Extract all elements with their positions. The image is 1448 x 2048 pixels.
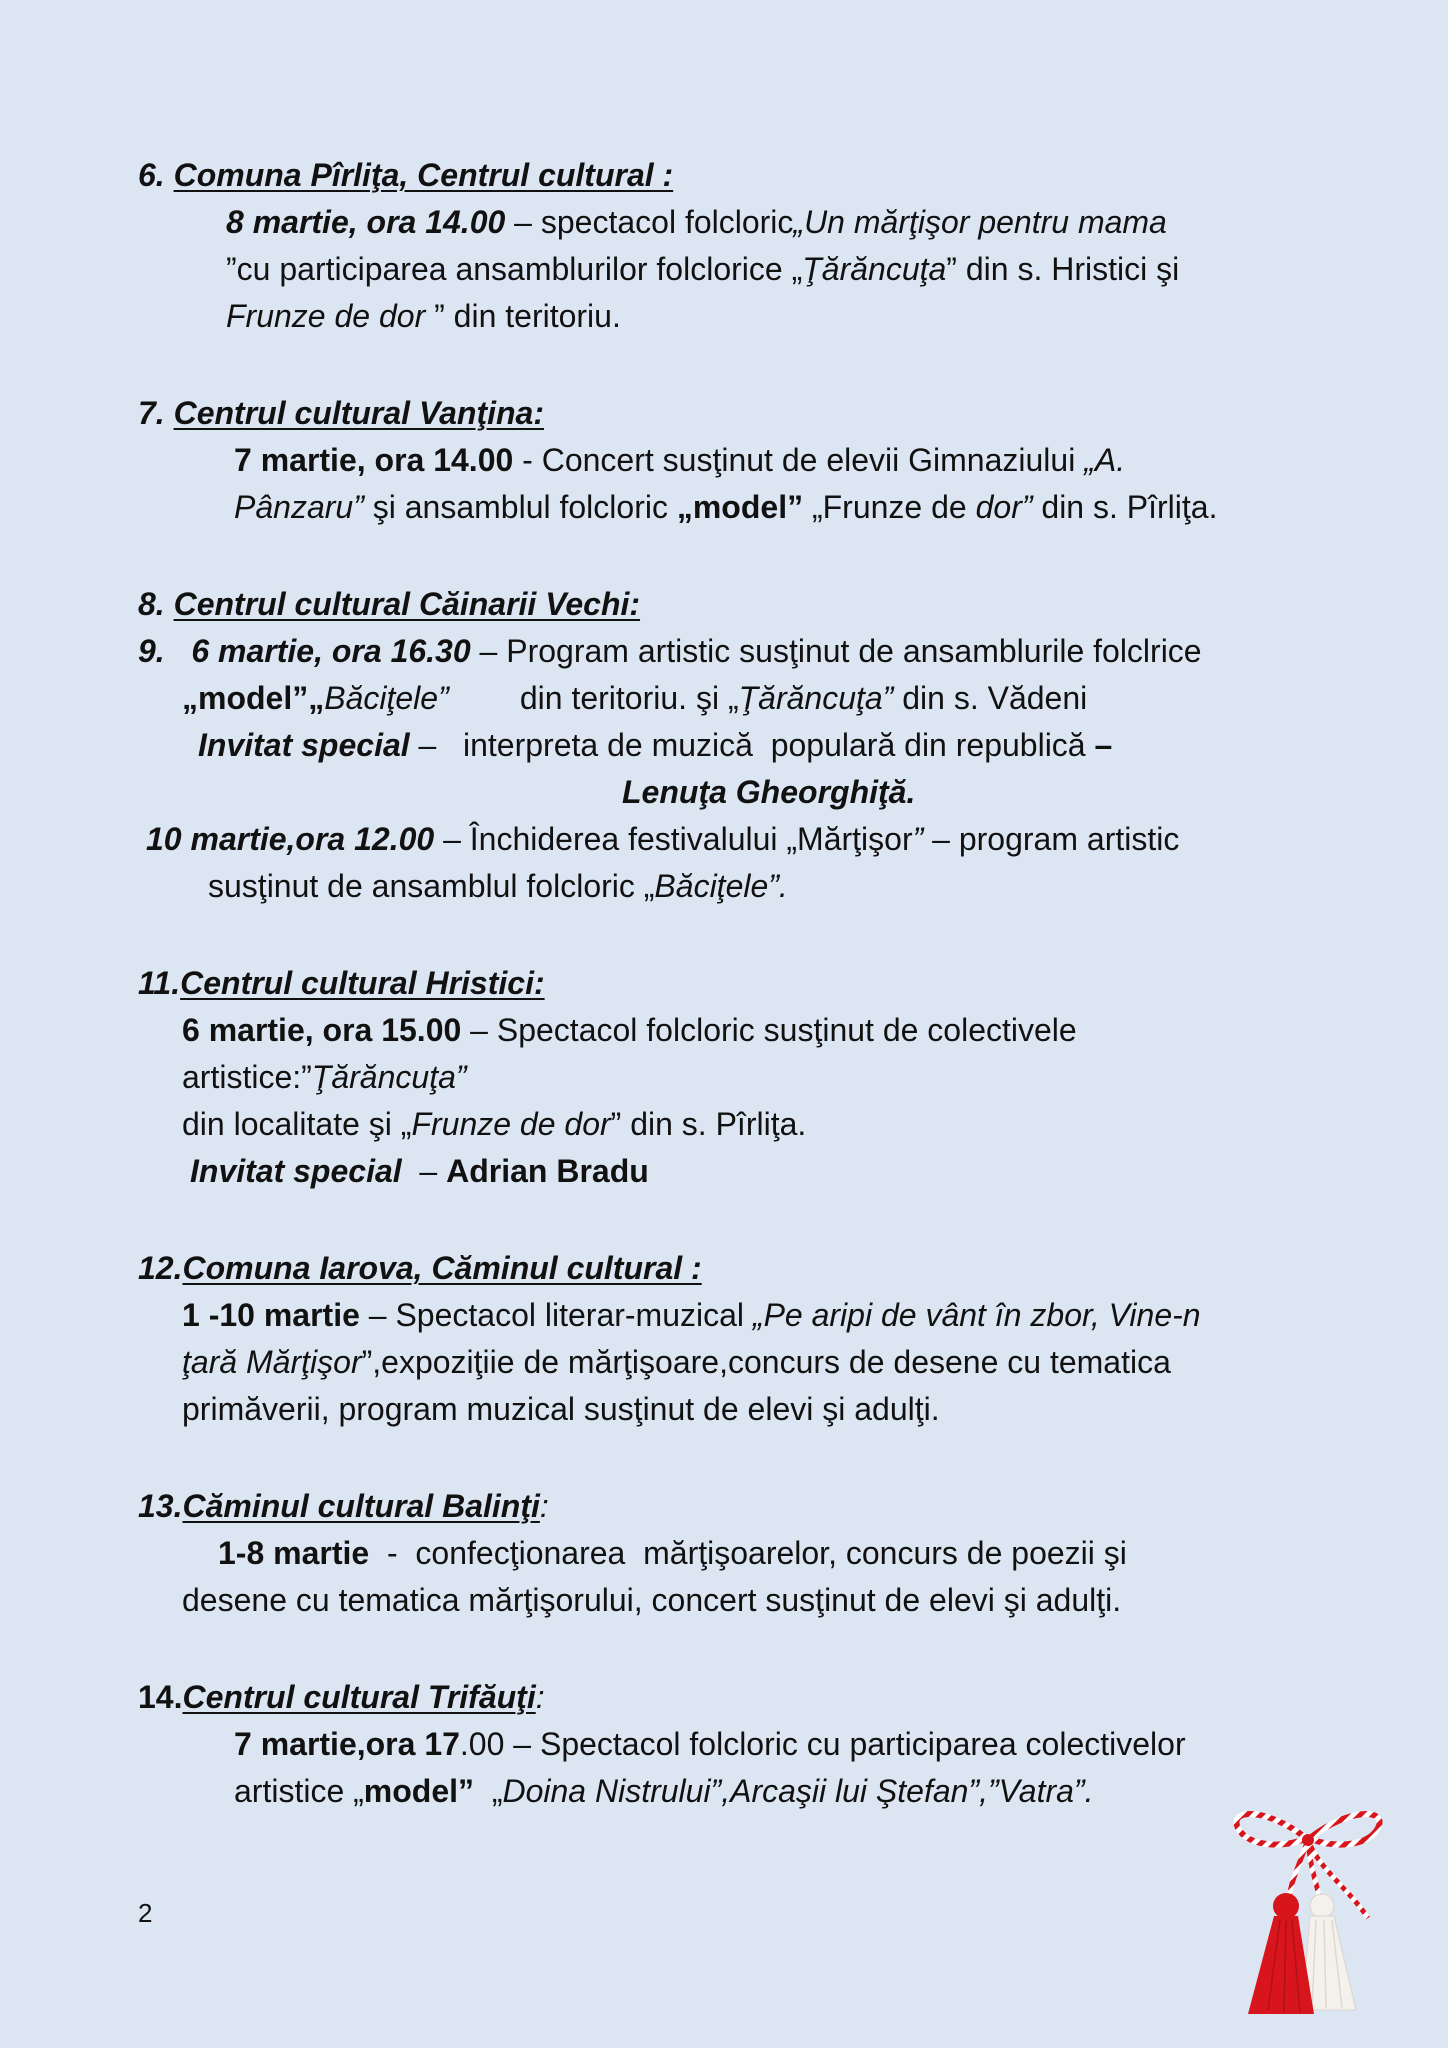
ensemble-name: Ţărăncuţa” <box>311 1059 467 1095</box>
event-date: 7 martie,ora 17 <box>234 1726 460 1762</box>
event-text: ”,expoziţiie de mărţişoare,concurs de desene cu tematica <box>361 1344 1171 1380</box>
event-text: „ <box>474 1773 503 1809</box>
event-date: 6 martie, ora 16.30 <box>191 633 471 669</box>
event-date: 10 martie,ora 12.00 <box>146 821 435 857</box>
list-number: 9. <box>138 633 165 669</box>
event-text: – spectacol folcloric <box>505 204 794 240</box>
section-6-title: Comuna Pîrliţa, Centrul cultural : <box>173 157 674 193</box>
section-8-title: Centrul cultural Căinarii Vechi: <box>173 586 641 622</box>
guest-name: Adrian Bradu <box>446 1153 649 1189</box>
section-6-line-3 <box>226 293 621 340</box>
section-12-line-2 <box>182 1339 1171 1386</box>
section-8-line-1 <box>138 628 1202 675</box>
ensemble-name: Băciţele” <box>324 680 449 716</box>
section-13-title: Căminul cultural Balinţi <box>182 1488 540 1524</box>
event-text: – Spectacol literar-muzical <box>359 1297 753 1333</box>
event-text: – Spectacol folcloric susţinut de colectivele <box>461 1012 1077 1048</box>
section-11-line-4 <box>190 1148 649 1195</box>
section-6-heading <box>138 152 673 199</box>
section-11-title: Centrul cultural Hristici: <box>180 965 545 1001</box>
event-date: 7 martie, ora 14.00 <box>234 442 514 478</box>
section-8-line-5 <box>146 816 1179 863</box>
event-text: – program artistic <box>923 821 1180 857</box>
section-11-line-2 <box>182 1054 467 1101</box>
quote-mark: ” <box>912 821 924 857</box>
section-13-line-2 <box>182 1577 1121 1624</box>
section-11-heading <box>138 960 545 1007</box>
section-14-number: 14. <box>138 1679 183 1715</box>
ensemble-name: Ţărăncuţa” <box>738 680 894 716</box>
event-title: ţară Mărţişor <box>182 1344 362 1380</box>
section-7-heading <box>138 390 544 437</box>
event-text: .00 – Spectacol folcloric cu participarea colectivelor <box>459 1726 1186 1762</box>
event-date: 6 martie, ora 15.00 <box>182 1012 462 1048</box>
section-12-title: Comuna Iarova, Căminul cultural : <box>182 1250 702 1286</box>
event-text: artistice „ <box>234 1773 364 1809</box>
event-title: „Un mărţişor pentru mama <box>793 204 1167 240</box>
section-12-number: 12. <box>138 1250 183 1286</box>
section-14-colon: : <box>535 1679 545 1715</box>
event-text: susţinut de ansamblul folcloric „ <box>208 868 655 904</box>
ensemble-name: Frunze de dor <box>411 1106 611 1142</box>
event-text: din localitate şi „ <box>182 1106 412 1142</box>
section-7-title: Centrul cultural Vanţina: <box>173 395 544 431</box>
section-12-heading <box>138 1245 702 1292</box>
section-8-line-6 <box>208 863 788 910</box>
event-text: din s. Pîrliţa. <box>1032 489 1218 525</box>
event-text: - Concert susţinut de elevii Gimnaziului <box>513 442 1085 478</box>
event-title: „Pe aripi de vânt în zbor, Vine-n <box>752 1297 1201 1333</box>
school-name: Pânzaru” <box>234 489 364 525</box>
event-text: „Frunze de <box>803 489 976 525</box>
event-text: artistice:” <box>182 1059 312 1095</box>
event-text: desene cu tematica mărţişorului, concert susţinut de elevi şi adulţi. <box>182 1582 1122 1618</box>
event-text: din teritoriu. şi „ <box>448 680 739 716</box>
section-13-number: 13. <box>138 1488 183 1524</box>
model-label: „model”„ <box>182 680 325 716</box>
event-text: – Închiderea festivalului „Mărţişor <box>434 821 913 857</box>
event-text: din s. Vădeni <box>893 680 1088 716</box>
section-8-line-3 <box>198 722 1112 769</box>
section-14-line-1 <box>234 1721 1186 1768</box>
section-8-line-2 <box>182 675 1087 722</box>
model-label: model” <box>363 1773 475 1809</box>
section-14-heading <box>138 1674 545 1721</box>
event-text: şi ansamblul folcloric <box>363 489 677 525</box>
special-guest-label: Invitat special <box>190 1153 402 1189</box>
section-12-line-3 <box>182 1386 940 1433</box>
event-text: – Program artistic susţinut de ansamblurile folclrice <box>470 633 1202 669</box>
guest-name: Lenuţa Gheorghiţă. <box>622 774 916 810</box>
section-7-number: 7. <box>138 395 165 431</box>
event-text: – <box>401 1153 447 1189</box>
ensemble-name: dor” <box>975 489 1033 525</box>
special-guest-label: Invitat special <box>198 727 410 763</box>
school-name: „A. <box>1084 442 1126 478</box>
section-8-heading <box>138 581 640 628</box>
event-text: primăverii, program muzical susţinut de elevi şi adulţi. <box>182 1391 940 1427</box>
ensemble-names: Doina Nistrului”,Arcaşii lui Ştefan”,”Vatra”. <box>502 1773 1094 1809</box>
model-label: „model” <box>676 489 804 525</box>
ensemble-name: Băciţele”. <box>654 868 788 904</box>
event-text: – interpreta de muzică populară din republică <box>409 727 1095 763</box>
page-number: 2 <box>138 1898 153 1928</box>
section-7-line-2 <box>234 484 1217 531</box>
section-6-number: 6. <box>138 157 165 193</box>
section-11-line-3 <box>182 1101 806 1148</box>
ensemble-name: Frunze de dor <box>226 298 435 334</box>
ensemble-name: Ţărăncuţa <box>802 251 947 287</box>
martisor-icon <box>1228 1788 1388 2018</box>
section-13-colon: : <box>539 1488 549 1524</box>
section-13-line-1 <box>218 1530 1127 1577</box>
section-14-title: Centrul cultural Trifăuţi <box>182 1679 536 1715</box>
section-11-number: 11. <box>138 965 181 1001</box>
event-text: ” din s. Pîrliţa. <box>610 1106 807 1142</box>
event-date: 1-8 martie <box>218 1535 370 1571</box>
section-13-heading <box>138 1483 549 1530</box>
event-date: 8 martie, ora 14.00 <box>226 204 506 240</box>
section-11-line-1 <box>182 1007 1077 1054</box>
section-8-number: 8. <box>138 586 165 622</box>
event-text: ” din s. Hristici şi <box>946 251 1180 287</box>
dash: – <box>1094 727 1113 763</box>
section-7-line-1 <box>234 437 1125 484</box>
section-6-line-1 <box>226 199 1167 246</box>
event-text: ”cu participarea ansamblurilor folclorice „ <box>226 251 803 287</box>
section-12-line-1 <box>182 1292 1201 1339</box>
section-8-line-4 <box>622 769 915 816</box>
section-6-line-2 <box>226 246 1179 293</box>
event-date: 1 -10 martie <box>182 1297 360 1333</box>
event-text: - confecţionarea mărţişoarelor, concurs de poezii şi <box>369 1535 1127 1571</box>
section-14-line-2 <box>234 1768 1093 1815</box>
event-text: ” din teritoriu. <box>434 298 621 334</box>
